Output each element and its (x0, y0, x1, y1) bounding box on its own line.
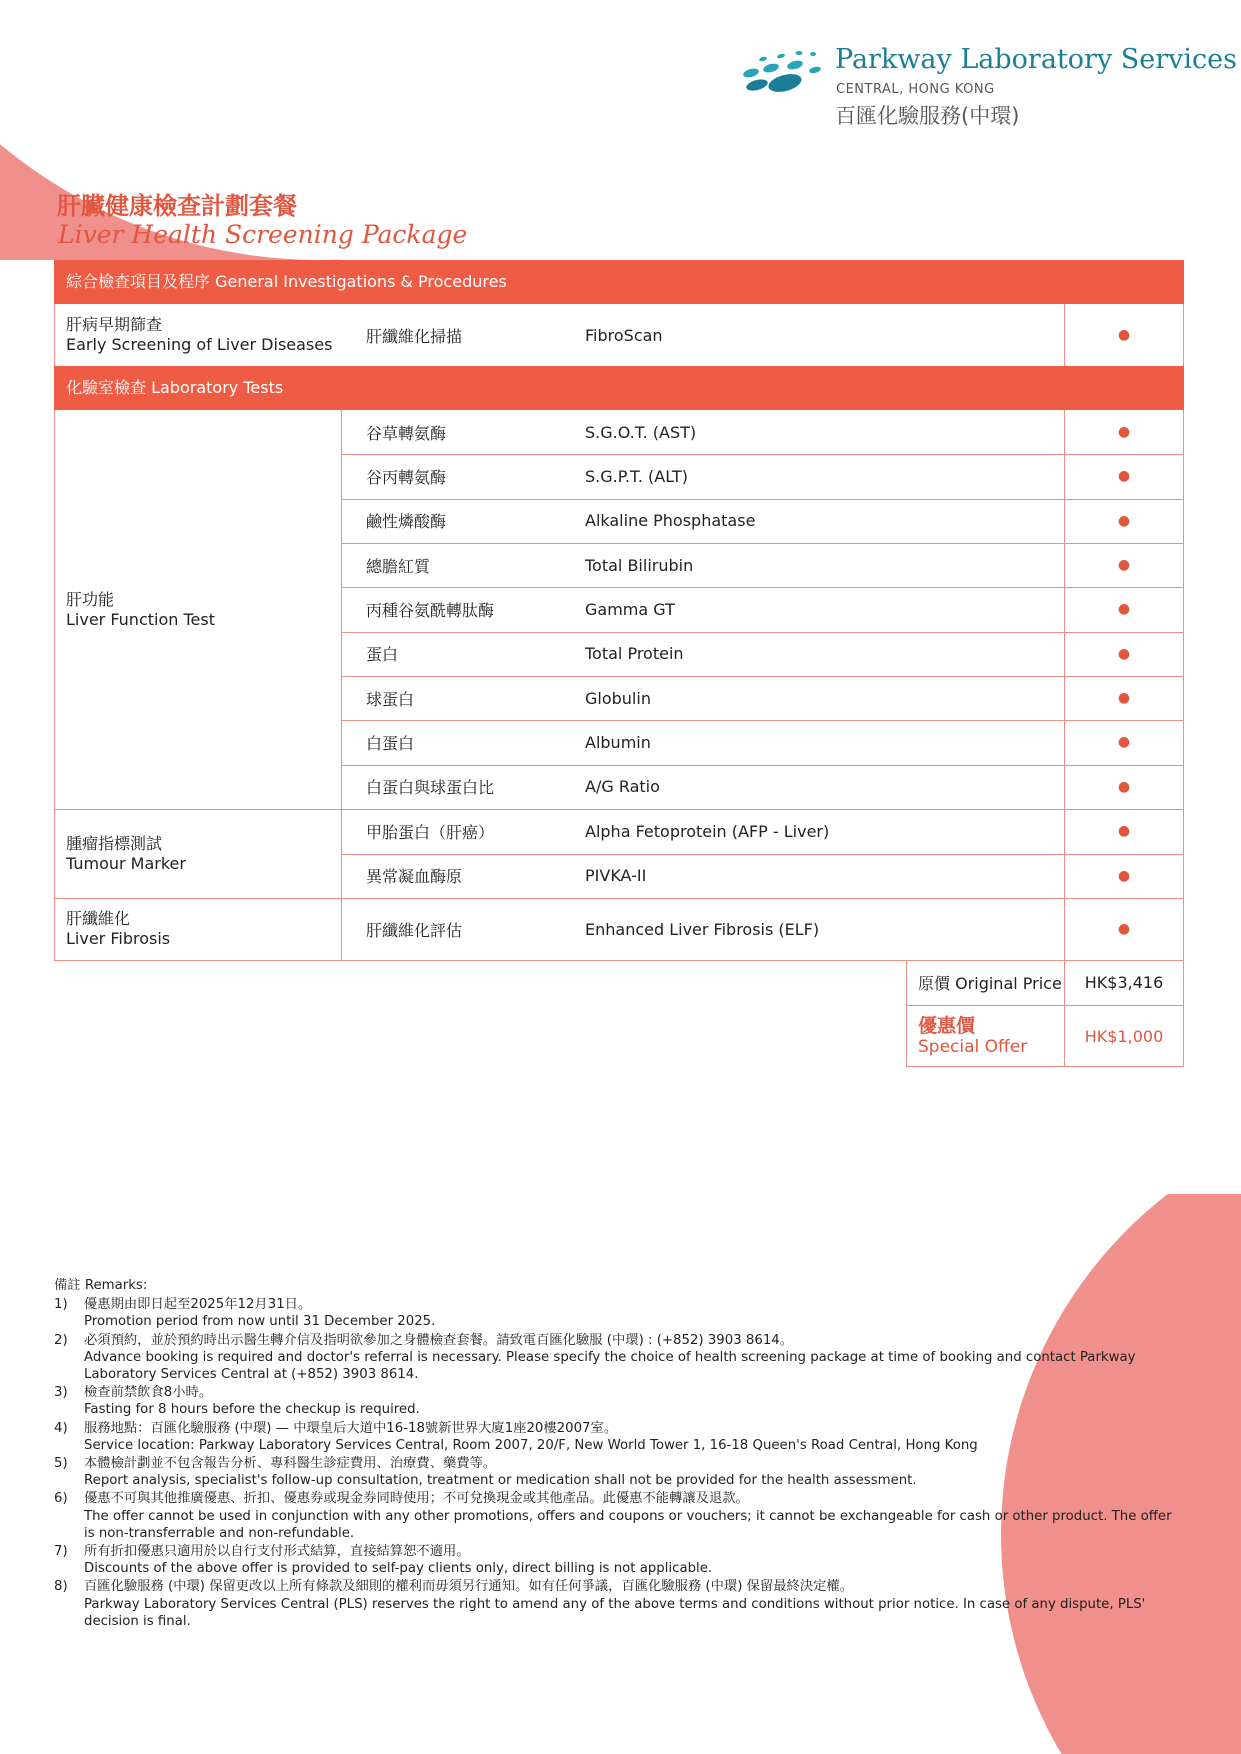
remark-item (54, 1420, 1184, 1454)
remarks-section (54, 1277, 1184, 1631)
included-mark: ● (1117, 823, 1131, 840)
logo-location: CENTRAL, HONG KONG (836, 82, 995, 97)
included-mark: ● (1117, 921, 1131, 937)
test-name-cn: 肝纖維化評估 (366, 920, 463, 940)
remark-item (54, 1296, 1184, 1330)
remark-text-cn: 必須預約，並於預約時出示醫生轉介信及指明欲參加之身體檢查套餐。請致電百匯化驗服 (中環) : (+852) 3903 8614。 (84, 1332, 794, 1348)
included-mark: ● (1117, 424, 1131, 441)
special-offer-value: HK$1,000 (1084, 1026, 1164, 1046)
remark-text-cn: 檢查前禁飲食8小時。 (84, 1385, 213, 1401)
test-name-en: Total Protein (585, 644, 684, 664)
test-name-en: Gamma GT (585, 599, 675, 619)
remark-text-en: Advance booking is required and doctor's referral is necessary. Please specify the choice of health screening package at time of booking and contact Parkway Laboratory Services Central at (+852) 3903 8614. (84, 1349, 1136, 1383)
category-en: Tumour Marker (66, 853, 186, 873)
table-row (54, 765, 1184, 809)
category-cell (54, 898, 341, 960)
category-cn: 腫瘤指標測試 (66, 833, 163, 853)
remark-item (54, 1578, 1184, 1630)
table-row (54, 898, 1184, 960)
included-mark: ● (1117, 557, 1131, 574)
remark-text-en: Report analysis, specialist's follow-up consultation, treatment or medication shall not be provided for the health assessment. (84, 1473, 917, 1489)
table-row (54, 587, 1184, 631)
remarks-title: 備註 Remarks: (54, 1278, 148, 1293)
remark-number: 6) (54, 1491, 68, 1507)
remark-number: 2) (54, 1332, 68, 1348)
test-name-en: Globulin (585, 688, 651, 708)
original-price-value: HK$3,416 (1084, 973, 1164, 992)
remark-number: 5) (54, 1456, 68, 1472)
section-header-general: 綜合檢查項目及程序 General Investigations & Procedures (54, 260, 1184, 304)
test-name-en: A/G Ratio (585, 777, 660, 797)
test-name-cn: 谷草轉氨酶 (366, 423, 447, 443)
table-row (54, 720, 1184, 764)
remark-text-en: Discounts of the above offer is provided to self-pay clients only, direct billing is not applicable. (84, 1561, 713, 1577)
remark-number: 3) (54, 1385, 68, 1401)
test-name-cn: 蛋白 (366, 645, 399, 665)
remark-text-cn: 所有折扣優惠只適用於以自行支付形式結算，直接結算恕不適用。 (84, 1544, 470, 1560)
remark-text-en: Fasting for 8 hours before the checkup is required. (84, 1402, 420, 1418)
remark-text-cn: 百匯化驗服務 (中環) 保留更改以上所有條款及細則的權利而毋須另行通知。如有任何爭議，百匯化驗服務 (中環) 保留最終決定權。 (84, 1579, 853, 1595)
included-mark: ● (1117, 601, 1131, 618)
test-name-cn: 丙種谷氨酰轉肽酶 (366, 600, 495, 620)
test-name-en: Alkaline Phosphatase (585, 511, 756, 531)
category-cn: 肝纖維化 (66, 909, 131, 928)
offer-label-en: Special Offer (918, 1037, 1028, 1057)
test-name-cn: 總膽紅質 (366, 556, 431, 576)
table-row (54, 809, 1184, 854)
test-name-cn: 異常凝血酶原 (366, 867, 463, 887)
remark-text-en: Parkway Laboratory Services Central (PLS) reserves the right to amend any of the above terms and conditions without prior notice. In case of any dispute, PLS' decision is final. (84, 1596, 1146, 1629)
remark-text-en: Service location: Parkway Laboratory Services Central, Room 2007, 20/F, New World Tower 1, 16-18 Queen's Road Central, Hong Kong (84, 1437, 978, 1453)
logo-chinese-name: 百匯化驗服務(中環) (835, 104, 1020, 128)
dots-logo-icon (743, 48, 828, 98)
test-name-cn: 白蛋白與球蛋白比 (366, 778, 495, 798)
category-en: Liver Fibrosis (66, 929, 171, 948)
remark-item (54, 1384, 1184, 1418)
category-cell (54, 304, 341, 366)
remark-text-cn: 優惠期由即日起至2025年12月31日。 (84, 1297, 312, 1313)
remark-text-cn: 服務地點：百匯化驗服務 (中環) — 中環皇后大道中16-18號新世界大廈1座20樓2007室。 (84, 1420, 618, 1436)
remark-text-cn: 優惠不可與其他推廣優惠、折扣、優惠券或現金券同時使用；不可兌換現金或其他產品。此優惠不能轉讓及退款。 (84, 1491, 749, 1507)
test-name-en: Total Bilirubin (585, 555, 694, 575)
category-cn: 肝功能 (66, 589, 115, 609)
company-logo (743, 44, 1238, 134)
remark-item (54, 1455, 1184, 1489)
included-mark: ● (1117, 734, 1131, 751)
table-row (54, 543, 1184, 587)
included-mark: ● (1117, 867, 1131, 884)
section-header-lab: 化驗室檢查 Laboratory Tests (54, 366, 1184, 410)
logo-name: Parkway Laboratory Services (835, 44, 1238, 75)
table-row (54, 454, 1184, 498)
test-name-en: PIVKA-II (585, 866, 647, 886)
special-offer-label (918, 1006, 1027, 1066)
page-title-english: Liver Health Screening Package (58, 220, 468, 249)
page-title-chinese: 肝臟健康檢查計劃套餐 (57, 192, 297, 220)
offer-label-cn: 優惠價 (918, 1015, 976, 1037)
test-name-cn: 谷丙轉氨酶 (366, 467, 447, 487)
test-name-cn: 鹼性燐酸酶 (366, 512, 447, 532)
included-mark: ● (1117, 468, 1131, 485)
table-row (54, 854, 1184, 899)
category-en: Early Screening of Liver Diseases (66, 335, 333, 354)
remark-number: 7) (54, 1544, 68, 1560)
included-mark: ● (1117, 778, 1131, 795)
table-row (54, 499, 1184, 543)
test-name-cn: 肝纖維化掃描 (366, 326, 463, 346)
category-en: Liver Function Test (66, 609, 215, 629)
test-name-en: FibroScan (585, 325, 663, 345)
remark-item (54, 1332, 1184, 1384)
included-mark: ● (1117, 327, 1131, 343)
test-name-cn: 甲胎蛋白（肝癌） (366, 822, 495, 842)
test-name-en: Albumin (585, 732, 651, 752)
table-row (54, 304, 1184, 366)
table-row (54, 410, 1184, 454)
included-mark: ● (1117, 690, 1131, 707)
test-name-cn: 球蛋白 (366, 689, 415, 709)
remark-number: 8) (54, 1579, 68, 1595)
remark-item (54, 1490, 1184, 1542)
table-row (54, 632, 1184, 676)
test-name-en: Alpha Fetoprotein (AFP - Liver) (585, 821, 830, 841)
test-name-en: S.G.O.T. (AST) (585, 422, 697, 442)
category-cn: 肝病早期篩查 (66, 315, 163, 334)
table-row (54, 676, 1184, 720)
remark-number: 1) (54, 1297, 68, 1313)
remark-text-en: The offer cannot be used in conjunction with any other promotions, offers and coupons or vouchers; it cannot be exchangeable for cash or other product. The offer is non-transferrable and non-refundable. (84, 1508, 1172, 1541)
test-name-en: S.G.P.T. (ALT) (585, 466, 688, 486)
remark-text-en: Promotion period from now until 31 December 2025. (84, 1314, 436, 1330)
remark-number: 4) (54, 1420, 68, 1436)
included-mark: ● (1117, 645, 1131, 662)
test-name-en: Enhanced Liver Fibrosis (ELF) (585, 919, 820, 939)
remark-item (54, 1543, 1184, 1577)
test-name-cn: 白蛋白 (366, 733, 415, 753)
original-price-label: 原價 Original Price (918, 974, 1062, 993)
included-mark: ● (1117, 512, 1131, 529)
remark-text-cn: 本體檢計劃並不包含報告分析、專科醫生診症費用、治療費、藥費等。 (84, 1456, 497, 1472)
